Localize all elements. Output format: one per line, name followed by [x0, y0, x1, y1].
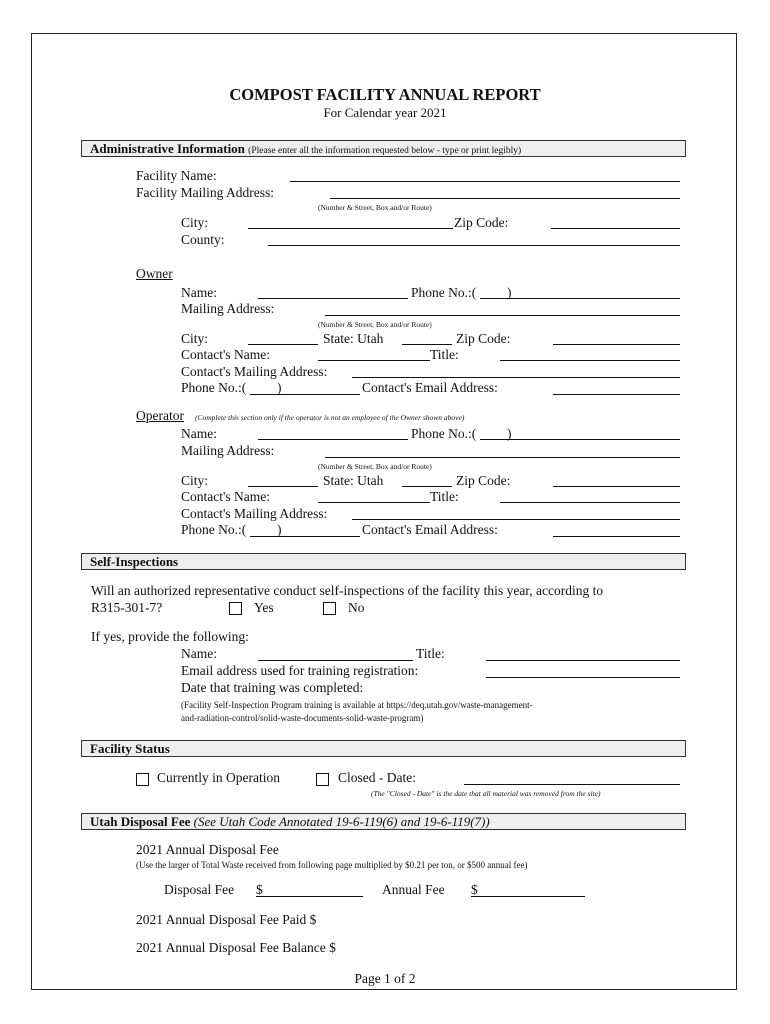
owner-mailing-field[interactable]: [325, 315, 680, 316]
inspector-title-field[interactable]: [486, 660, 680, 661]
operator-contact-name-label: Contact's Name:: [181, 489, 271, 504]
owner-heading: Owner: [136, 266, 173, 281]
operator-contact-mailing-field[interactable]: [352, 519, 680, 520]
facility-zip-label: Zip Code:: [454, 215, 509, 230]
operator-zip-label: Zip Code:: [456, 473, 511, 488]
inspector-title-label: Title:: [416, 646, 445, 661]
facility-county-label: County:: [181, 232, 225, 247]
facility-zip-field[interactable]: [551, 228, 680, 229]
closed-date-field[interactable]: [464, 784, 680, 785]
operator-phone2-label: Phone No.:(: [181, 522, 247, 537]
facility-city-label: City:: [181, 215, 209, 230]
currently-operating-checkbox[interactable]: [136, 773, 149, 786]
admin-heading: Administrative Information: [90, 141, 245, 156]
page-number: Page 1 of 2: [354, 971, 416, 986]
facility-status-section-header: [81, 740, 686, 757]
operator-city-field[interactable]: [248, 486, 318, 487]
inspector-name-label: Name:: [181, 646, 217, 661]
disposal-fee-heading: Utah Disposal Fee: [90, 814, 191, 829]
report-title: COMPOST FACILITY ANNUAL REPORT: [229, 85, 541, 104]
no-checkbox[interactable]: [323, 602, 336, 615]
operator-title-field[interactable]: [500, 502, 680, 503]
closed-date-label: Closed - Date:: [338, 770, 416, 785]
owner-contact-email-label: Contact's Email Address:: [362, 380, 498, 395]
annual-fee-field[interactable]: [471, 896, 585, 897]
operator-phone2-close: ): [277, 522, 282, 537]
operator-mailing-field[interactable]: [325, 457, 680, 458]
training-email-field[interactable]: [486, 677, 680, 678]
fee-balance-label: 2021 Annual Disposal Fee Balance $: [136, 940, 336, 955]
closed-checkbox[interactable]: [316, 773, 329, 786]
owner-contact-email-field[interactable]: [553, 394, 680, 395]
disposal-fee-label: Disposal Fee: [164, 882, 235, 897]
operator-phone2-field[interactable]: [250, 536, 360, 537]
currently-operating-label: Currently in Operation: [157, 770, 280, 785]
owner-phone2-close: ): [277, 380, 282, 395]
operator-zip-field[interactable]: [553, 486, 680, 487]
operator-contact-email-label: Contact's Email Address:: [362, 522, 498, 537]
admin-section-header: [81, 140, 686, 157]
owner-contact-name-field[interactable]: [318, 360, 430, 361]
training-email-label: Email address used for training registration:: [181, 663, 419, 678]
operator-state-label: State: Utah: [323, 473, 384, 488]
self-inspection-question-line2: R315-301-7?: [91, 600, 163, 615]
owner-contact-mailing-field[interactable]: [352, 377, 680, 378]
owner-phone-close: ): [507, 285, 512, 300]
owner-name-field[interactable]: [258, 298, 408, 299]
owner-city-label: City:: [181, 331, 209, 346]
operator-name-field[interactable]: [258, 439, 408, 440]
operator-street-hint: (Number & Street, Box and/or Route): [318, 462, 432, 471]
facility-name-label: Facility Name:: [136, 168, 217, 183]
facility-county-field[interactable]: [268, 245, 680, 246]
operator-title-label: Title:: [430, 489, 459, 504]
facility-mailing-field[interactable]: [330, 198, 680, 199]
fee-paid-label: 2021 Annual Disposal Fee Paid $: [136, 912, 317, 927]
training-note-line2: and-radiation-control/solid-waste-documents-solid-waste-program): [181, 713, 424, 723]
yes-label: Yes: [254, 600, 274, 615]
owner-state-field[interactable]: [402, 344, 452, 345]
self-inspections-section-header: [81, 553, 686, 570]
operator-name-label: Name:: [181, 426, 217, 441]
annual-disposal-fee-note: (Use the larger of Total Waste received from following page multiplied by $0.21 per ton, or $500 annual fee): [136, 860, 528, 870]
operator-note: (Complete this section only if the operator is not an employee of the Owner shown above): [195, 413, 465, 422]
owner-street-hint: (Number & Street, Box and/or Route): [318, 320, 432, 329]
facility-street-hint: (Number & Street, Box and/or Route): [318, 203, 432, 212]
operator-city-label: City:: [181, 473, 209, 488]
owner-contact-mailing-label: Contact's Mailing Address:: [181, 364, 328, 379]
annual-disposal-fee-label: 2021 Annual Disposal Fee: [136, 842, 279, 857]
operator-contact-email-field[interactable]: [553, 536, 680, 537]
if-yes-label: If yes, provide the following:: [91, 629, 249, 644]
operator-heading: Operator: [136, 408, 184, 423]
operator-contact-mailing-label: Contact's Mailing Address:: [181, 506, 328, 521]
operator-mailing-label: Mailing Address:: [181, 443, 275, 458]
operator-state-field[interactable]: [402, 486, 452, 487]
facility-name-field[interactable]: [290, 181, 680, 182]
yes-checkbox[interactable]: [229, 602, 242, 615]
inspector-name-field[interactable]: [258, 660, 413, 661]
self-inspections-heading: Self-Inspections: [90, 554, 179, 569]
admin-heading-note: (Please enter all the information requested below - type or print legibly): [248, 146, 522, 156]
owner-phone2-label: Phone No.:(: [181, 380, 247, 395]
disposal-fee-reference: (See Utah Code Annotated 19-6-119(6) and 19-6-119(7)): [193, 814, 490, 829]
operator-contact-name-field[interactable]: [318, 502, 430, 503]
no-label: No: [348, 600, 365, 615]
owner-contact-name-label: Contact's Name:: [181, 347, 271, 362]
disposal-fee-dollar: $: [256, 882, 263, 897]
self-inspection-question-line1: Will an authorized representative conduct self-inspections of the facility this year, according to: [91, 583, 604, 598]
facility-city-field[interactable]: [248, 228, 453, 229]
owner-phone-label: Phone No.:(: [411, 285, 477, 300]
annual-fee-dollar: $: [471, 882, 478, 897]
operator-phone-label: Phone No.:(: [411, 426, 477, 441]
facility-mailing-label: Facility Mailing Address:: [136, 185, 274, 200]
owner-zip-label: Zip Code:: [456, 331, 511, 346]
owner-phone2-field[interactable]: [250, 394, 360, 395]
training-note-line1: (Facility Self-Inspection Program training is available at https://deq.utah.gov/waste-management-: [181, 700, 533, 710]
owner-city-field[interactable]: [248, 344, 318, 345]
owner-title-label: Title:: [430, 347, 459, 362]
annual-fee-label: Annual Fee: [382, 882, 445, 897]
closed-date-note: (The "Closed - Date" is the date that all material was removed from the site): [371, 789, 601, 798]
report-subtitle: For Calendar year 2021: [323, 105, 447, 120]
owner-state-label: State: Utah: [323, 331, 384, 346]
training-date-label: Date that training was completed:: [181, 680, 364, 695]
operator-phone-close: ): [507, 426, 512, 441]
disposal-fee-section-header: [81, 813, 686, 830]
facility-status-heading: Facility Status: [90, 741, 170, 756]
owner-name-label: Name:: [181, 285, 217, 300]
disposal-fee-field[interactable]: [256, 896, 363, 897]
owner-title-field[interactable]: [500, 360, 680, 361]
owner-mailing-label: Mailing Address:: [181, 301, 275, 316]
owner-zip-field[interactable]: [553, 344, 680, 345]
